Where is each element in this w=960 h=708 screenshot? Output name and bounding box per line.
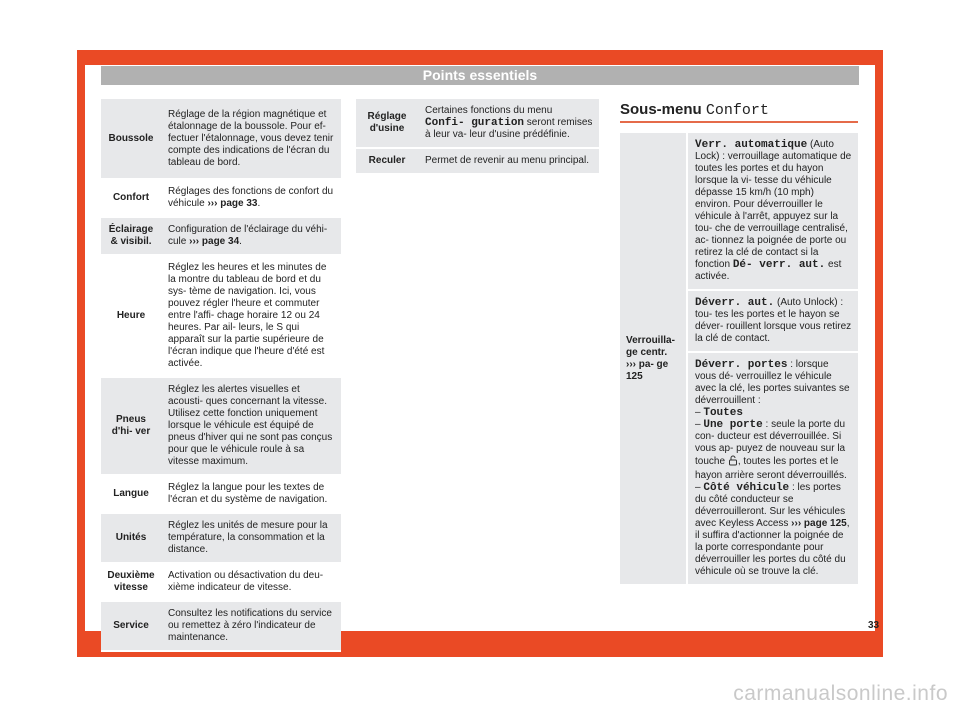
row-value: Configuration de l'éclairage du véhi- cule ››› page 34.: [161, 218, 341, 256]
row-value: Réglez les alertes visuelles et acousti- ques concernant la vitesse. Utilisez cette fonction uniquement lorsque le véhicule est équipé de pneus d'hiver qui ne sont pas conçus pour que le véhicule roule à sa vitesse maximum.: [161, 378, 341, 476]
option-description: Verr. automatique (Auto Lock) : verrouillage automatique de toutes les portes et du hayon lorsque la vi- tesse du véhicule dépasse 15 km/h (10 mph) environ. Pour déverrouiller le véhicule à l'arrêt, appuyez sur la tou- che de verrouillage centralisé, ac- tionnez la poignée de porte ou retirez la clé de contact si la fonction Dé- verr. aut. est activée.: [688, 133, 858, 291]
row-key: Pneus d'hi- ver: [101, 378, 161, 476]
row-value: Réglages des fonctions de confort du véhicule ››› page 33.: [161, 180, 341, 218]
row-value: Réglez la langue pour les textes de l'écran et du système de navigation.: [161, 476, 341, 514]
row-key: Deuxième vitesse: [101, 564, 161, 602]
row-key: Boussole: [101, 99, 161, 180]
table-row: [101, 476, 341, 514]
row-key: Unités: [101, 514, 161, 564]
menu-name-code: Confi- guration: [425, 117, 525, 129]
option-description: Déverr. portes : lorsque vous dé- verrouillez le véhicule avec la clé, les portes suivantes se déverrouillent : – Toutes – Une porte : seule la porte du con- ducteur est déverrouillée. Si vous ap- puyez de nouveau sur la touche , toutes les portes et le hayon arrière seront déverrouillés. – Côté véhicule : les portes du côté conducteur se déverrouilleront. Sur les véhicules avec Keyless Access ››› page 125, il suffira d'actionner la poignée de la porte correspondante pour déverrouiller les portes du côté du véhicule où se trouve la clé.: [688, 353, 858, 586]
page-link[interactable]: ››› page 125: [791, 518, 847, 529]
row-key: Langue: [101, 476, 161, 514]
section-header: Points essentiels: [101, 66, 859, 85]
row-label: [620, 133, 688, 586]
row-value: Consultez les notifications du service ou remettez à zéro l'indicateur de maintenance.: [161, 602, 341, 652]
settings-table: [101, 99, 341, 652]
table-row: [356, 149, 599, 175]
submenu-table: [620, 133, 858, 586]
row-key: Réglage d'usine: [356, 99, 418, 149]
row-value: Permet de revenir au menu principal.: [418, 149, 599, 175]
unlock-icon: [728, 455, 738, 470]
table-row: [101, 514, 341, 564]
submenu-code: Confort: [705, 102, 769, 119]
row-key: Service: [101, 602, 161, 652]
table-row: [101, 602, 341, 652]
watermark: carmanualsonline.info: [733, 682, 948, 705]
row-key: Éclairage & visibil.: [101, 218, 161, 256]
row-value: Activation ou désactivation du deu- xième indicateur de vitesse.: [161, 564, 341, 602]
page-link[interactable]: ››› page 34: [189, 236, 240, 247]
page-link[interactable]: ››› pa- ge 125: [626, 358, 669, 382]
settings-table-continued: [356, 99, 599, 175]
row-key: Confort: [101, 180, 161, 218]
row-value: Réglage de la région magnétique et étalonnage de la boussole. Pour ef- fectuer l'étalonnage, vous devez tenir compte des indications de l'écran du tableau de bord.: [161, 99, 341, 180]
row-value: Certaines fonctions du menu Confi- guration seront remises à leur va- leur d'usine prédéfinie.: [418, 99, 599, 149]
table-row: [101, 564, 341, 602]
table-row: [356, 99, 599, 149]
title-underline: [620, 121, 858, 123]
table-row: [101, 218, 341, 256]
row-label-main: Verrouilla- ge centr.: [626, 334, 675, 358]
row-value: Réglez les unités de mesure pour la température, la consommation et la distance.: [161, 514, 341, 564]
row-value: Réglez les heures et les minutes de la montre du tableau de bord et du sys- tème de navigation. Ici, vous pouvez régler l'heure et commuter entre l'affi- chage horaire 12 ou 24 heures. Par ail- leurs, le S qui apparaît sur la partie supérieure de l'écran indique que l'heure d'été est activée.: [161, 256, 341, 378]
row-key: Heure: [101, 256, 161, 378]
option-description: Déverr. aut. (Auto Unlock) : tou- tes les portes et le hayon se déver- rouillent lorsque vous retirez la clé de contact.: [688, 291, 858, 353]
table-row: [101, 180, 341, 218]
table-row: [620, 133, 858, 291]
continue-mark: »: [861, 524, 870, 541]
row-key: Reculer: [356, 149, 418, 175]
submenu-title: Sous-menu Confort: [620, 101, 769, 119]
table-row: [101, 99, 341, 180]
page-number: 33: [868, 620, 880, 631]
page-link[interactable]: ››› page 33: [207, 198, 258, 209]
table-row: [101, 256, 341, 378]
table-row: [101, 378, 341, 476]
